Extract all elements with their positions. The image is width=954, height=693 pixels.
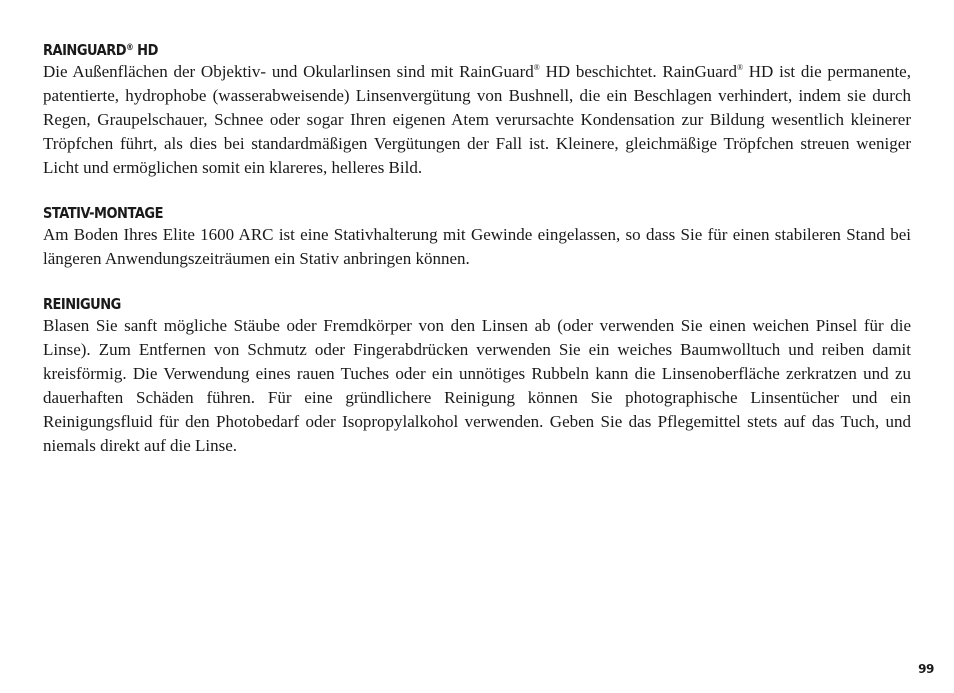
section-rainguard bbox=[43, 40, 911, 180]
heading-rainguard-text: RAINGUARD bbox=[43, 41, 127, 59]
section-heading-rainguard bbox=[43, 40, 772, 60]
manual-page bbox=[43, 40, 911, 481]
section-heading-stativ-montage: STATIV-MONTAGE bbox=[43, 204, 163, 222]
paragraph-rainguard-part-2: HD beschichtet. RainGuard bbox=[539, 62, 737, 81]
heading-rainguard-suffix: HD bbox=[133, 41, 158, 59]
registered-mark: ® bbox=[736, 63, 744, 72]
section-stativ-montage bbox=[43, 203, 911, 271]
paragraph-rainguard-part-1: Die Außenflächen der Objektiv- und Okularlinsen sind mit RainGuard bbox=[43, 62, 534, 81]
section-heading-reinigung: REINIGUNG bbox=[43, 295, 121, 313]
registered-mark: ® bbox=[533, 63, 540, 72]
paragraph-stativ-montage: Am Boden Ihres Elite 1600 ARC ist eine Stativhalterung mit Gewinde eingelassen, so dass Sie für einen stabileren Stand bei längeren Anwendungszeiträumen ein Stativ anbringen können. bbox=[43, 225, 911, 268]
section-reinigung bbox=[43, 294, 911, 458]
paragraph-rainguard bbox=[43, 60, 911, 180]
page-number: 99 bbox=[918, 662, 934, 676]
paragraph-rainguard-part-3: HD ist die permanente, patentierte, hydrophobe (wasserabweisende) Linsenvergütung von Bushnell, die ein Beschlagen verhindert, indem sie durch Regen, Graupelschauer, Schnee oder sogar Ihren eigenen Atem verursachte Kondensation zur Bildung wesentlich kleinerer Tröpfchen führt, als dies bei standardmäßigen Vergütungen der Fall ist. Kleinere, gleichmäßige Tröpfchen streuen weniger Licht und ermöglichen somit ein klareres, helleres Bild. bbox=[43, 62, 911, 177]
paragraph-reinigung: Blasen Sie sanft mögliche Stäube oder Fremdkörper von den Linsen ab (oder verwenden Sie einen weichen Pinsel für die Linse). Zum Entfernen von Schmutz oder Fingerabdrücken verwenden Sie ein weiches Baumwolltuch und reiben damit kreisförmig. Die Verwendung eines rauen Tuches oder ein unnötiges Rubbeln kann die Linsenoberfläche zerkratzen und zu dauerhaften Schäden führen. Für eine gründlichere Reinigung können Sie photographische Linsentücher und ein Reinigungsfluid für den Photobedarf oder Isopropylalkohol verwenden. Geben Sie das Pflegemittel stets auf das Tuch, und niemals direkt auf die Linse. bbox=[43, 316, 911, 455]
registered-mark: ® bbox=[126, 43, 134, 53]
